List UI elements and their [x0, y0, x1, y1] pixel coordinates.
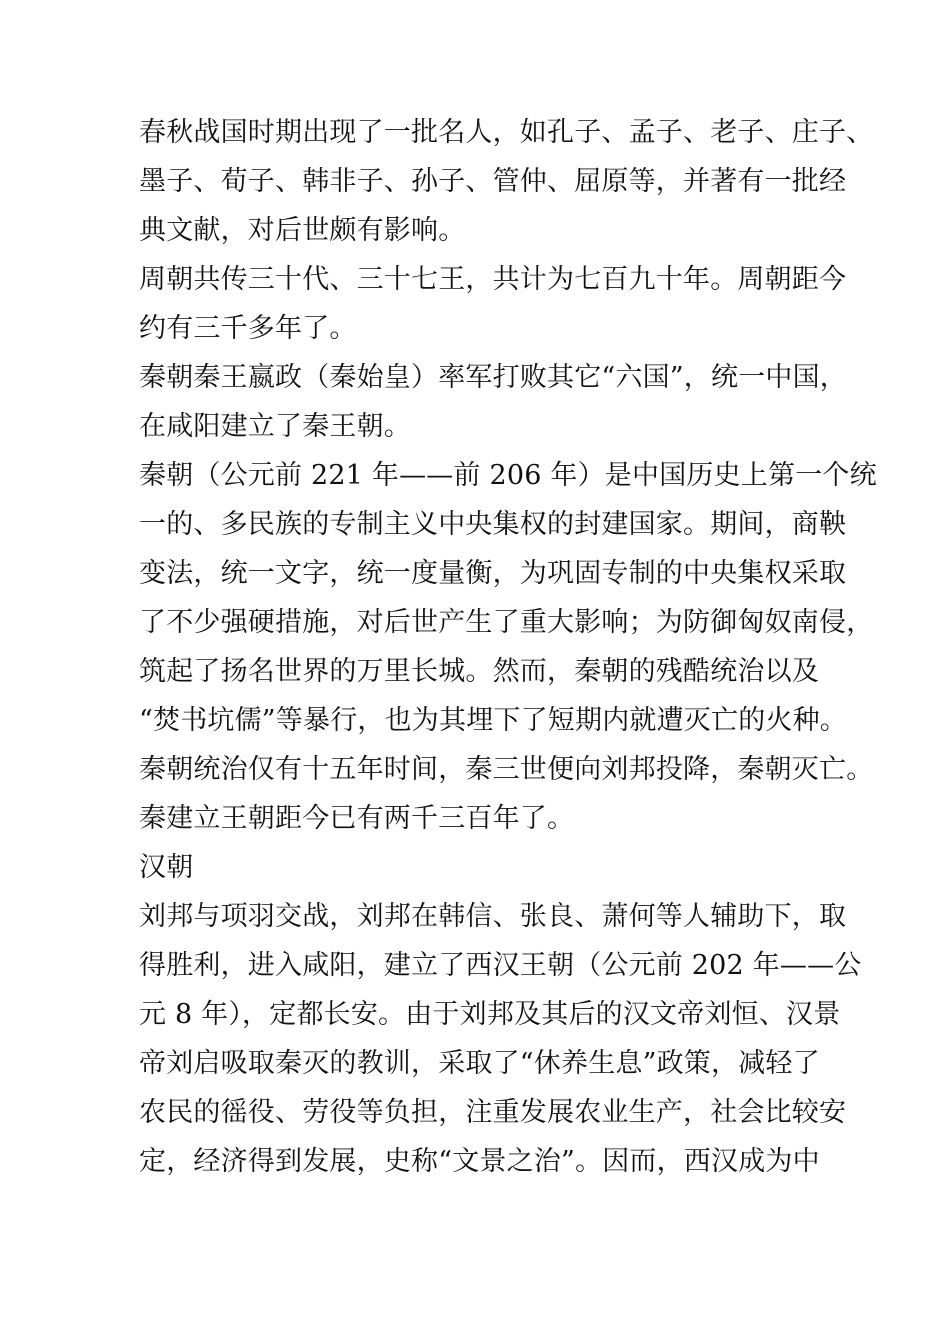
- text-line: 在咸阳建立了秦王朝。: [139, 411, 411, 442]
- text-line: 秦朝（公元前 221 年——前 206 年）是中国历史上第一个统: [139, 460, 877, 491]
- text-line: “焚书坑儒”等暴行，也为其埋下了短期内就遭灭亡的火种。: [139, 705, 848, 736]
- text-line: 刘邦与项羽交战，刘邦在韩信、张良、萧何等人辅助下，取: [139, 901, 847, 932]
- text-line: 一的、多民族的专制主义中央集权的封建国家。期间，商鞅: [139, 509, 847, 540]
- text-line: 墨子、荀子、韩非子、孙子、管仲、屈原等，并著有一批经: [139, 166, 847, 197]
- text-line: 秦建立王朝距今已有两千三百年了。: [139, 803, 575, 834]
- text-line: 秦朝秦王嬴政（秦始皇）率军打败其它“六国”，统一中国，: [139, 362, 848, 393]
- text-line: 周朝共传三十代、三十七王，共计为七百九十年。周朝距今: [139, 264, 847, 295]
- text-line: 定，经济得到发展，史称“文景之治”。因而，西汉成为中: [139, 1146, 820, 1177]
- text-line: 帝刘启吸取秦灭的教训，采取了“休养生息”政策，减轻了: [139, 1048, 820, 1079]
- text-line: 典文献，对后世颇有影响。: [139, 215, 466, 246]
- text-line: 了不少强硬措施，对后世产生了重大影响；为防御匈奴南侵，: [139, 607, 874, 638]
- text-line: 得胜利，进入咸阳，建立了西汉王朝（公元前 202 年——公: [139, 950, 862, 981]
- text-line: 筑起了扬名世界的万里长城。然而，秦朝的残酷统治以及: [139, 656, 819, 687]
- text-line: 约有三千多年了。: [139, 313, 357, 344]
- section-heading: 汉朝: [139, 852, 194, 883]
- text-line: 秦朝统治仅有十五年时间，秦三世便向刘邦投降，秦朝灭亡。: [139, 754, 874, 785]
- text-line: 变法，统一文字，统一度量衡，为巩固专制的中央集权采取: [139, 558, 847, 589]
- text-line: 农民的徭役、劳役等负担，注重发展农业生产，社会比较安: [139, 1097, 847, 1128]
- text-line: 元 8 年），定都长安。由于刘邦及其后的汉文帝刘恒、汉景: [139, 999, 841, 1030]
- text-line: 春秋战国时期出现了一批名人，如孔子、孟子、老子、庄子、: [139, 117, 874, 148]
